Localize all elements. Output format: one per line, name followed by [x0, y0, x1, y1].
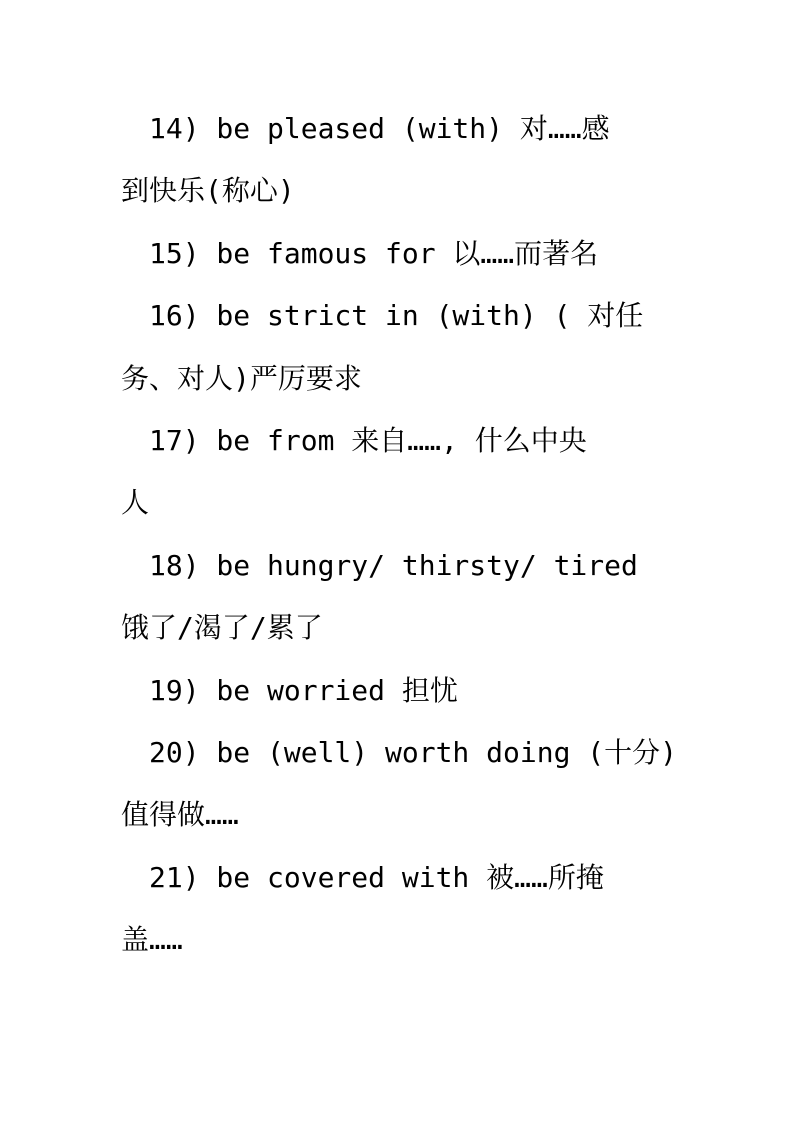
- entry-14-line-1: 14) be pleased (with) 对……感: [149, 112, 610, 145]
- entry-20-line-1: 20) be (well) worth doing (十分): [149, 736, 678, 769]
- entry-16-line-2: 务、对人)严厉要求: [121, 362, 362, 395]
- entry-18-line-2: 饿了/渴了/累了: [121, 611, 323, 644]
- entry-18-line-1: 18) be hungry/ thirsty/ tired: [149, 549, 638, 582]
- entry-19-line-1: 19) be worried 担忧: [149, 674, 458, 707]
- entry-14-line-2: 到快乐(称心): [121, 174, 295, 207]
- entry-17-line-2: 人: [121, 486, 150, 519]
- entry-21-line-2: 盖……: [121, 923, 183, 956]
- entry-21-line-1: 21) be covered with 被……所掩: [149, 861, 604, 894]
- entry-15-line-1: 15) be famous for 以……而著名: [149, 237, 599, 270]
- entry-20-line-2: 值得做……: [121, 798, 239, 831]
- entry-17-line-1: 17) be from 来自……, 什么中央: [149, 424, 587, 457]
- entry-16-line-1: 16) be strict in (with) ( 对任: [149, 299, 644, 332]
